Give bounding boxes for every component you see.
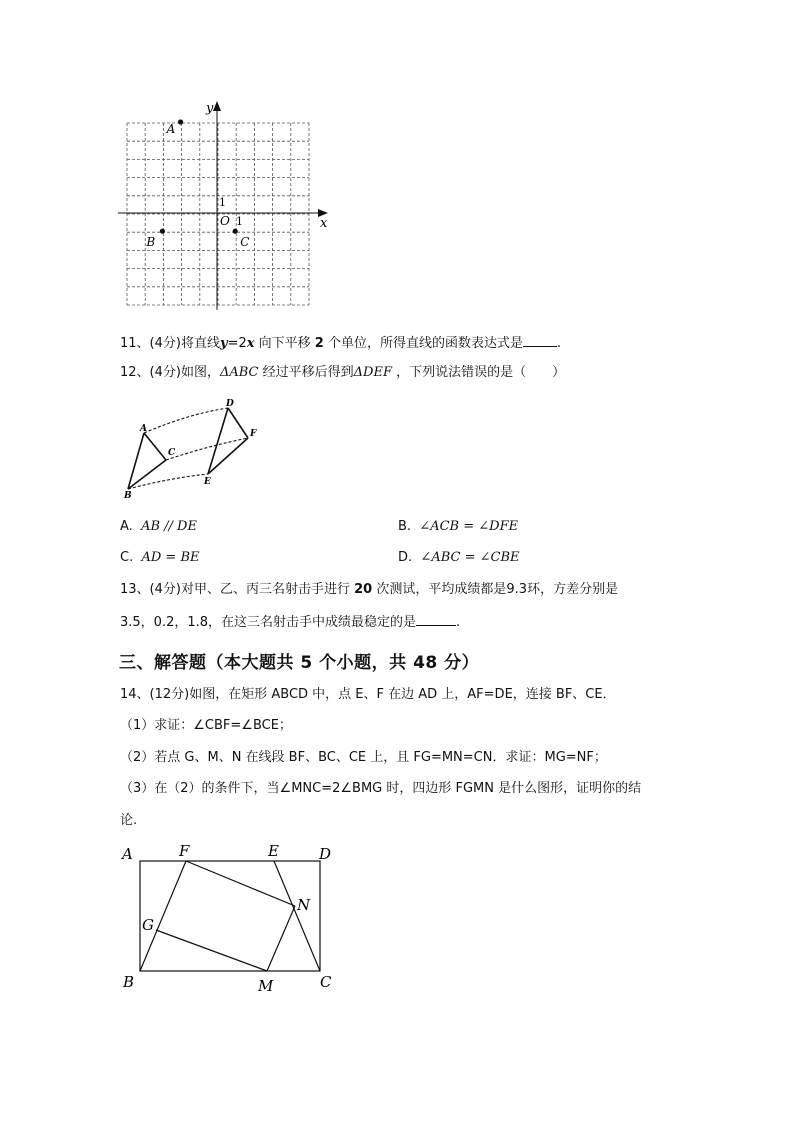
q12-abc: ΔABC xyxy=(219,365,259,380)
fig12-label-f: F xyxy=(250,429,257,439)
fig14-label-b: B xyxy=(123,973,135,991)
fig14-label-f: F xyxy=(179,842,190,860)
q13-end: . xyxy=(456,615,461,630)
q13-text-1: 对甲、乙、丙三名射击手进行 xyxy=(180,582,350,597)
origin-label: O xyxy=(220,214,230,228)
unit-y-label: 1 xyxy=(219,196,226,209)
rectangle-abcd xyxy=(140,861,320,971)
grid-point-label-c: C xyxy=(240,235,250,250)
q12-number: 12、(4分) xyxy=(120,365,181,380)
q14-number: 14、(12分) xyxy=(120,687,190,702)
q12-option-b-text: ∠ACB = ∠DFE xyxy=(419,519,519,534)
q11-text-2: 向下平移 xyxy=(258,336,311,351)
q12-option-d-text: ∠ABC = ∠CBE xyxy=(420,550,520,565)
rectangle-figure xyxy=(118,838,344,996)
q11-y: y xyxy=(219,336,228,351)
fig14-label-a: A xyxy=(122,845,133,863)
q13-variance-values: 3.5，0.2，1.8 xyxy=(120,615,209,630)
segment-be xyxy=(128,474,208,489)
segment-ac xyxy=(144,433,166,460)
segment-gm xyxy=(156,930,267,971)
fig12-label-a: A xyxy=(140,424,147,434)
q12-option-a[interactable] xyxy=(120,518,197,536)
question-13-line-1 xyxy=(120,581,618,599)
section-3-title: 三、解答题（本大题共 5 个小题，共 48 分） xyxy=(119,653,480,673)
q12-option-d-key: D. xyxy=(398,550,413,565)
fig14-label-d: D xyxy=(319,845,332,863)
q14-text: 如图，在矩形 ABCD 中，点 E、F 在边 AD 上，AF=DE，连接 BF、CE． xyxy=(189,687,616,702)
segment-ad xyxy=(144,408,228,433)
fig14-label-g: G xyxy=(142,916,154,934)
q13-text-2: 次测试，平均成绩都是 xyxy=(376,582,507,597)
grid-point-label-a: A xyxy=(166,122,176,136)
q12-text-2: 经过平移后得到 xyxy=(262,365,354,380)
q12-option-a-key: A. xyxy=(120,519,133,534)
q12-def: ΔDEF xyxy=(353,365,392,380)
q12-option-d[interactable] xyxy=(398,549,519,567)
segment-mn xyxy=(267,906,295,971)
q12-option-c[interactable] xyxy=(120,549,200,567)
q11-answer-blank[interactable] xyxy=(523,333,557,347)
fig12-label-c: C xyxy=(168,448,176,458)
q13-twenty: 20 xyxy=(354,582,373,597)
grid-lines xyxy=(127,123,309,305)
q13-number: 13、(4分) xyxy=(120,582,181,597)
q11-eq: =2 xyxy=(227,336,247,351)
q12-option-c-text: AD = BE xyxy=(141,550,200,565)
question-11 xyxy=(120,333,561,353)
fig14-label-e: E xyxy=(268,842,279,860)
translation-figure xyxy=(118,396,268,500)
q12-option-c-key: C. xyxy=(120,550,134,565)
grid-point-label-b: B xyxy=(146,235,156,250)
q12-option-b-key: B. xyxy=(398,519,412,534)
q13-avg: 9.3 xyxy=(506,582,528,597)
fig12-label-e: E xyxy=(204,477,211,487)
question-13-line-2 xyxy=(120,612,460,632)
fig14-label-m: M xyxy=(258,977,274,995)
coordinate-grid-figure xyxy=(112,96,338,314)
q13-text-4: ，在这三名射击手中成绩最稳定的是 xyxy=(208,615,417,630)
segment-fn xyxy=(186,861,295,906)
q12-text-1: 如图， xyxy=(180,365,220,380)
grid-point-c xyxy=(233,229,238,234)
q12-text-3: ，下列说法错误的是（ ） xyxy=(396,365,566,380)
x-axis-label: x xyxy=(320,216,328,231)
fig14-label-c: C xyxy=(320,973,332,991)
fig12-label-d: D xyxy=(226,399,234,409)
question-12 xyxy=(120,364,565,382)
grid-point-a xyxy=(178,119,183,124)
q11-end: . xyxy=(556,336,562,351)
segment-cb xyxy=(128,460,166,489)
fig14-label-n: N xyxy=(297,896,311,914)
q11-text-3: 个单位，所得直线的函数表达式是 xyxy=(327,336,523,351)
unit-x-label: 1 xyxy=(236,215,243,228)
q12-option-b[interactable] xyxy=(398,518,518,536)
q14-part-3-line-1: （3）在（2）的条件下，当∠MNC=2∠BMG 时，四边形 FGMN 是什么图形，证明你的结 xyxy=(120,781,642,796)
q14-part-2: （2）若点 G、M、N 在线段 BF、BC、CE 上，且 FG=MN=CN．求证：MG=NF； xyxy=(120,750,607,765)
q11-two: 2 xyxy=(314,336,324,351)
question-14 xyxy=(120,686,616,704)
q13-answer-blank[interactable] xyxy=(416,612,456,626)
q11-text-1: 将直线 xyxy=(180,336,220,351)
fig12-label-b: B xyxy=(124,491,132,500)
q14-part-3-line-2: 论. xyxy=(120,813,138,828)
segment-ce xyxy=(274,861,320,971)
q11-number: 11、(4分) xyxy=(120,336,181,351)
q12-option-a-text: AB // DE xyxy=(141,519,197,534)
q14-part-1: （1）求证：∠CBF=∠BCE； xyxy=(120,718,292,733)
grid-point-b xyxy=(160,229,165,234)
q11-x: x xyxy=(246,336,255,351)
segment-ba xyxy=(128,433,144,489)
q13-text-3: 环，方差分别是 xyxy=(527,582,619,597)
segment-df xyxy=(228,408,248,438)
y-axis-label: y xyxy=(206,101,214,116)
